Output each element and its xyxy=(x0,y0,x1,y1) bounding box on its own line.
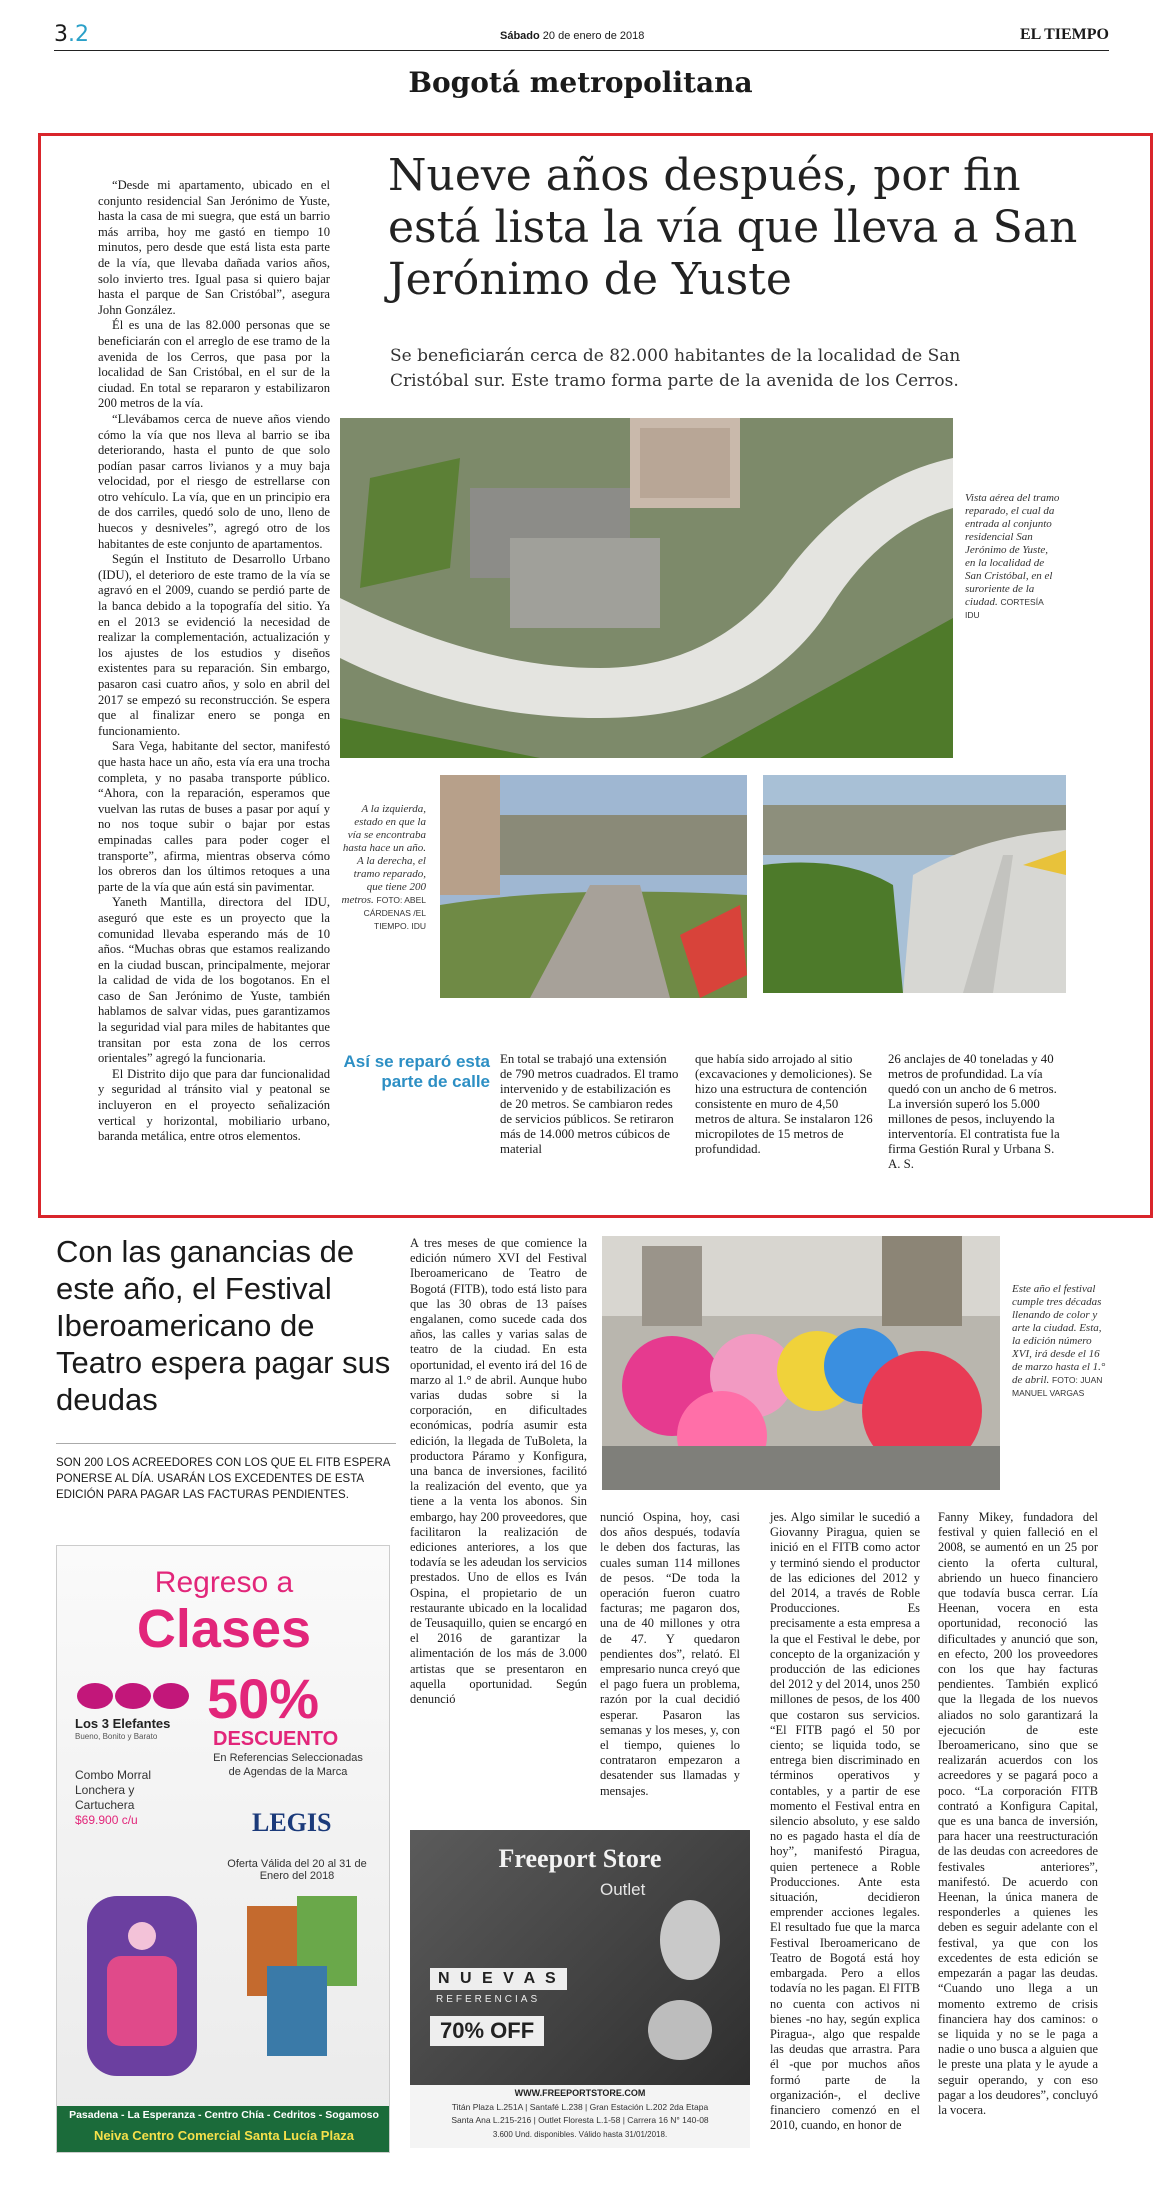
article1-dek: Se beneficiarán cerca de 82.000 habitantes de la localidad de San Cristóbal sur. Este tramo forma parte de la avenida de los Cerros. xyxy=(390,346,961,391)
paragraph: “Desde mi apartamento, ubicado en el conjunto residencial San Jerónimo de Yuste, hasta la casa de mi suegra, que está un barrio más arriba, hoy me gastó en tiempo 10 minutos, pero desde que está lista esta parte de la vía, que llevaba dañada varios años, solo invierto tres. Igual pasa si quiero bajar hasta el parque de San Cristóbal”, asegura John González. xyxy=(98,178,330,317)
ad-brand-tag: Bueno, Bonito y Barato xyxy=(75,1732,158,1741)
aerial-road-photo xyxy=(340,418,953,758)
shoe-icon xyxy=(640,1890,740,2070)
ad-stores: Pasadena - La Esperanza - Centro Chía - Cedritos - Sogamoso xyxy=(69,2109,379,2121)
backpack-icon xyxy=(77,1876,207,2086)
ad-brand: Los 3 Elefantes xyxy=(75,1716,171,1731)
festival-photo xyxy=(602,1236,1000,1490)
ad-discount: 50% xyxy=(207,1667,320,1730)
page-number: 3.2 xyxy=(54,22,89,47)
small-photos-caption: A la izquierda, estado en que la vía se encontraba hasta hace un año. A la derecha, el tramo reparado, que tiene 200 metros. FOTO: ABEL CÁRDENAS /EL TIEMPO. IDU xyxy=(341,803,426,931)
festival-photo-caption: Este año el festival cumple tres décadas llenando de color y arte la ciudad. Esta, la edición número XVI, irá desde el 16 de marzo hasta el 1.° de abril. FOTO: JUAN MANUEL VARGAS xyxy=(1012,1283,1106,1398)
notebooks-icon xyxy=(247,1896,367,2056)
paragraph: Sara Vega, habitante del sector, manifestó que hasta hace un año, esta vía era una trocha completa, y no pasaba transporte público. “Ahora, con la reparación, esperamos que vuelvan las rutas de buses a pasar por aquí y no nos toque subir o bajar por estas empinadas calles para poder coger el transporte”, afirma, mientras observa cómo los obreros dan los últimos retoques a una parte de la vía que aún está sin pavimentar. xyxy=(98,739,330,894)
freeport-url[interactable]: WWW.FREEPORTSTORE.COM xyxy=(514,2088,646,2098)
legis-logo: LEGIS xyxy=(252,1808,332,1837)
paragraph: El Distrito dijo que para dar funcionalidad y seguridad al tránsito vial y peatonal se incluyeron en el proyecto señalización vertical y horizontal, mobiliario urbano, baranda metálica, entre otros elementos. xyxy=(98,1066,330,1144)
school-ad[interactable] xyxy=(56,1545,390,2153)
freeport-ad[interactable] xyxy=(410,1830,750,2148)
freeport-discount: 70% OFF xyxy=(430,2016,544,2046)
ad-combo: Combo Morral Lonchera y Cartuchera $69.900 c/u xyxy=(75,1768,152,1827)
freeport-title: Freeport Store xyxy=(498,1844,662,1873)
paragraph: Según el Instituto de Desarrollo Urbano (IDU), el deterioro de este tramo de la vía se agravó en el 2009, cuando se perdió parte de la banca debido a la topografía del sitio. Ya en el 2013 se evidenció la necesidad de realizar la complementación, actualización y los ajustes de los estudios y diseños existentes para su reparación. Sin embargo, pasaron casi cuatro años, y solo en abril del 2017 se empezó su reconstrucción. Se espera que al finalizar enero se ponga en funcionamiento. xyxy=(98,552,330,738)
freeport-fine-print: 3.600 Und. disponibles. Válido hasta 31/01/2018. xyxy=(492,2130,668,2139)
paragraph: Yaneth Mantilla, directora del IDU, aseguró que este es un proyecto que la comunidad llevaba esperando más de 10 años. “Muchas obras que estamos realizando en la ciudad buscan, principalmente, mejorar la calidad de vida de los bogotanos. En el caso de San Jerónimo de Yuste, también hablamos de salvar vidas, pues garantizamos la seguridad vial para miles de habitantes que transitan por esta zona de los cerros orientales” agregó la funcionaria. xyxy=(98,895,330,1066)
article2-col-c: jes. Algo similar le sucedió a Giovanny Piragua, quien se inició en el FITB como actor y terminó siendo el productor de las ediciones del 2012 y del 2014, a través de Roble Producciones. Es precisamente a esta empresa a la que el Festival le debe, por concepto de la organización y producción de las ediciones del 2012 y del 2014, unos 250 millones de pesos, de los 400 que costaron sus servicios. “El FITB pagó el 50 por ciento; se liquida todo, se entrega bien discriminado en términos operativos y contables, y a partir de ese momento el Festival entra en silencio absoluto, y ese saldo no es pagado hasta el día de hoy”, manifestó Piragua, quien pertenece a Roble Producciones. Ante esta situación, decidieron emprender acciones legales. El resultado fue que la marca Festival Iberoamericano de Teatro de Bogotá está hoy embargada. Pero a ellos todavía no les pagan. El FITB no cuenta con activos ni bienes -no hay, según explica Piragua-, algo que respalde las deudas que arrastra. Para él -que por muchos años formó parte de la organización-, el declive financiero comenzó en el 2010, cuando, en honor de xyxy=(770,1510,920,2133)
section-title: Bogotá metropolitana xyxy=(408,66,753,99)
article1-headline: Nueve años después, por fin está lista la vía que lleva a San Jerónimo de Yuste xyxy=(388,150,1078,305)
elephant-logo-icon xyxy=(75,1674,195,1714)
freeport-locations-1: Titán Plaza L.251A | Santafé L.238 | Gran Estación L.202 2da Etapa xyxy=(451,2102,709,2112)
factbox-col-2: que había sido arrojado al sitio (excavaciones y demoliciones). Se hizo una estructura de contención consistente en muro de 4,50 metros de altura. Se instalaron 126 micropilotes de 15 metros de profundidad. xyxy=(695,1052,873,1156)
freeport-outlet: Outlet xyxy=(600,1880,646,1899)
main-photo-caption: Vista aérea del tramo reparado, el cual da entrada al conjunto residencial San Jerónimo de Yuste, en la localidad de San Cristóbal, en el suroriente de la ciudad. CORTESÍA IDU xyxy=(965,492,1060,620)
factbox-col-3: 26 anclajes de 40 toneladas y 40 metros de profundidad. La vía quedó con un ancho de 6 metros. La inversión superó los 5.000 millones de pesos, incluyendo la interventoría. El contratista fue la firma Gestión Rural y Urbana S. A. S. xyxy=(888,1052,1060,1171)
before-photo xyxy=(440,775,747,998)
article2-headline: Con las ganancias de este año, el Festival Iberoamericano de Teatro espera pagar sus deudas xyxy=(56,1234,391,1417)
newspaper-brand: EL TIEMPO xyxy=(1019,26,1109,43)
ad-discount-word: DESCUENTO xyxy=(213,1728,339,1750)
header-divider xyxy=(54,50,1109,51)
factbox-col-1: En total se trabajó una extensión de 790 metros cuadrados. El tramo intervenido y de estabilización es de 20 metros. Se cambiaron redes de servicios públicos. Se retiraron más de 14.000 metros cúbicos de material xyxy=(500,1052,679,1156)
ad-refs-a: En Referencias Seleccionadas xyxy=(213,1752,363,1764)
ad-store-main: Neiva Centro Comercial Santa Lucía Plaza xyxy=(93,2128,355,2143)
subhead-divider xyxy=(56,1443,396,1444)
after-photo xyxy=(763,775,1066,993)
freeport-locations-2: Santa Ana L.215-216 | Outlet Floresta L.1-58 | Carrera 16 N° 140-08 xyxy=(451,2115,709,2125)
ad-refs-b: de Agendas de la Marca xyxy=(228,1766,348,1778)
article2-col-b: nunció Ospina, hoy, casi dos años después, todavía le deben dos facturas, las cuales suman 114 millones de pesos. “De toda la operación fueron cuatro facturas; me pagaron dos, una de 40 millones y otra de 47. Y quedaron pendientes dos”, relató. El empresario nunca creyó que el pago fuera un problema, razón por la cual decidió esperar. Pasaron las semanas y los meses, y, con el tiempo, quienes lo contrataron empezaron a desatender sus llamadas y mensajes. xyxy=(600,1510,740,1798)
freeport-refs: REFERENCIAS xyxy=(436,1994,541,2005)
paragraph: “Llevábamos cerca de nueve años viendo cómo la vía que nos lleva al barrio se iba deteriorando, hasta el punto de que solo podían pasar carros livianos y a muy baja velocidad, por el riesgo de estrellarse con otro vehículo. La vía, que en un principio era de dos carriles, quedó solo de uno, lleno de huecos y desniveles”, agregó otro de los habitantes de este conjunto de apartamentos. xyxy=(98,411,330,551)
ad-line2: Clases xyxy=(136,1599,312,1659)
ad-oferta: Oferta Válida del 20 al 31 de Enero del 2018 xyxy=(227,1858,367,1882)
article1-body xyxy=(98,178,330,1145)
article2-subhead: SON 200 LOS ACREEDORES CON LOS QUE EL FITB ESPERA PONERSE AL DÍA. USARÁN LOS EXCEDENTES DE ESTA EDICIÓN PARA PAGAR LAS FACTURAS PENDIENTES. xyxy=(56,1457,390,1501)
ad-line1: Regreso a xyxy=(154,1566,294,1599)
article2-col-d: Fanny Mikey, fundadora del festival y quien falleció en el 2008, se aumentó en un 25 por ciento la oferta cultural, abriendo un hueco financiero que todavía busca cerrar. Lía Heenan, vocera en esta oportunidad, reconoció las dificultades y anunció que son, en efecto, 200 los proveedores con los que hay facturas pendientes. También explicó que la llegada de los nuevos aliados no solo garantizará la ejecución de este Iberoamericano, sino que se realizarán acuerdos con los acreedores y se pagará poco a poco. “La corporación FITB contrató a Konfigura Capital, que es una banca de inversión, para hacer una reestructuración de las deudas con acreedores de festivales anteriores”, manifestó. De acuerdo con Heenan, la única manera de responderles a quienes les deben es seguir adelante con el festival, ya que con los excedentes de esta edición se empezarán a pagar las deudas. “Cuando uno llega a un momento extremo de crisis financiera hay dos caminos: o se liquida y no se le paga a nadie o uno busca a alguien que le preste una plata y le ayude a seguir operando, y con eso pagar a los deudores”, concluyó la vocera. xyxy=(938,1510,1098,2117)
article2-col-a: A tres meses de que comience la edición número XVI del Festival Iberoamericano de Teatro de Bogotá (FITB), todo está listo para que las 30 obras de 13 países engalanen, como sucede cada dos años, las calles y varias salas de teatro de la ciudad. En esta oportunidad, el evento irá del 16 de marzo al 1.° de abril. Aunque hubo varias dudas sobre si la corporación, en dificultades económicas, podría asumir esta edición, la llegada de TuBoleta, la productora Páramo y Konfigura, una banca de inversiones, facilitó la realización del evento, que ya tiene a la venta los abonos. Sin embargo, hay 200 proveedores, que facilitaron la realización de ediciones anteriores, a los que todavía se les adeudan los servicios prestados. Uno de ellos es Iván Ospina, el propietario de un restaurante ubicado en la localidad de Teusaquillo, quien se encargó en el 2016 de garantizar la alimentación de los más de 3.000 artistas que se presentaron en aquella oportunidad. Según denunció xyxy=(410,1236,587,1707)
paragraph: Él es una de las 82.000 personas que se beneficiarán con el arreglo de ese tramo de la avenida de los Cerros, que pasa por la localidad de San Cristóbal, en el sur de la ciudad. En total se repararon y estabilizaron 200 metros de la vía. xyxy=(98,318,330,411)
freeport-nuevas: N U E V A S xyxy=(430,1968,567,1990)
issue-date: Sábado 20 de enero de 2018 xyxy=(500,30,645,42)
factbox-title: Así se reparó esta parte de calle xyxy=(343,1052,490,1091)
